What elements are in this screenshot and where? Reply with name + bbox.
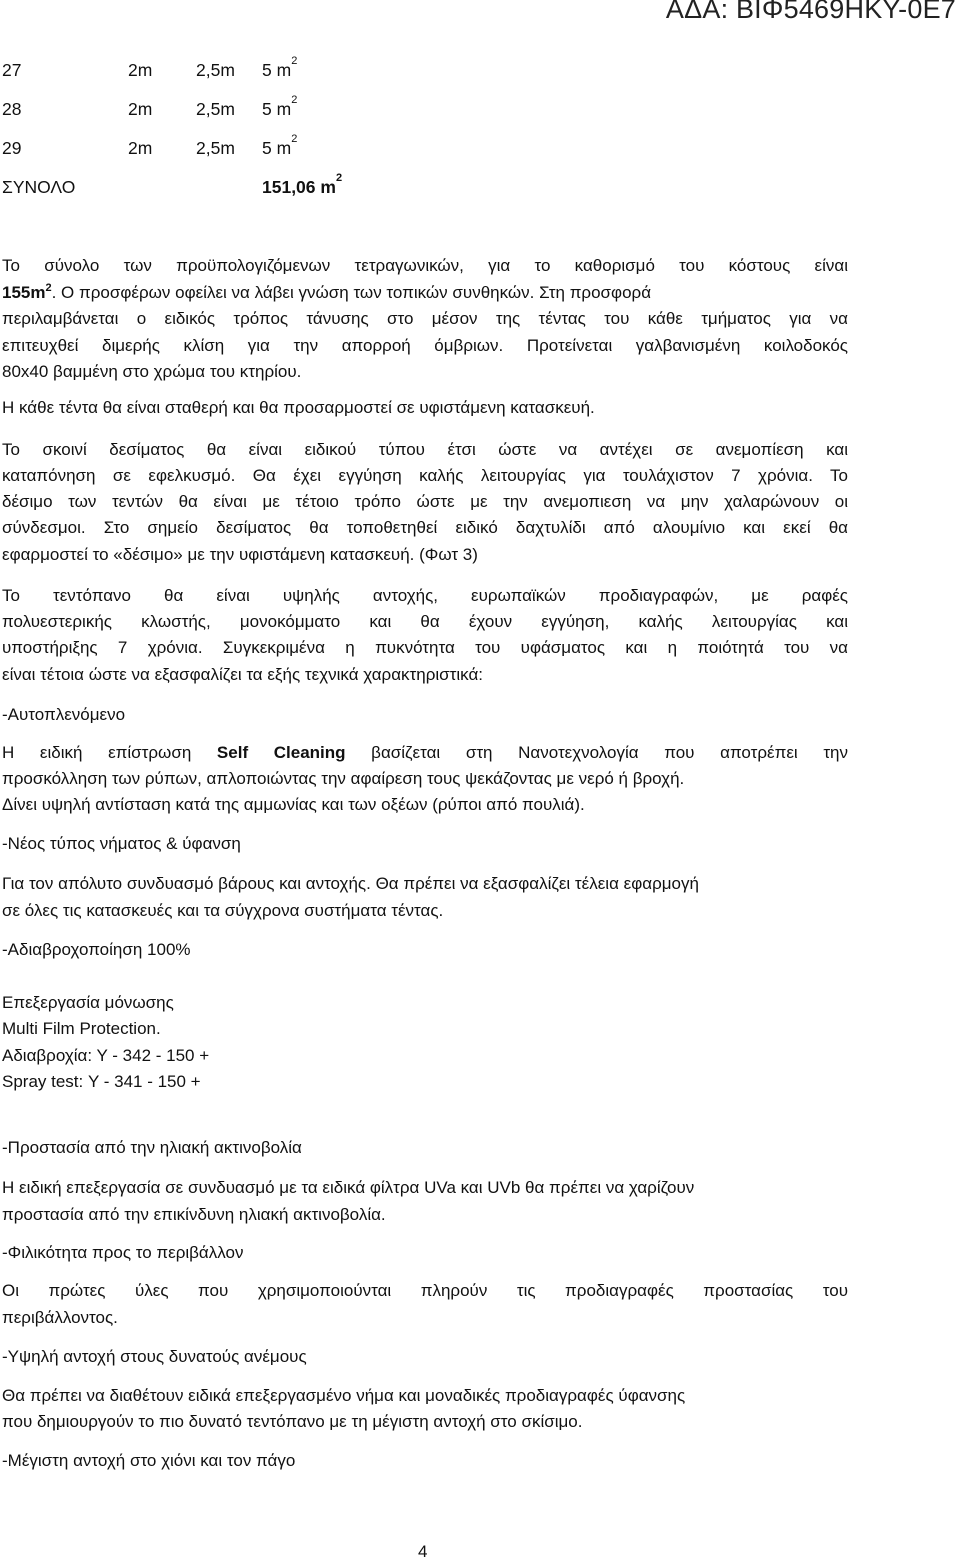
text-line: δέσιμο των τεντών θα είναι με τέτοιο τρόπο ώστε με την ανεμοπιεση να μην χαλαρώνουν οι	[2, 492, 848, 511]
text-line: προσκόλληση των ρύπων, απλοποιώντας την αφαίρεση τους ψεκάζοντας με νερό ή βροχή.	[2, 769, 685, 788]
section-heading: -Αδιαβροχοποίηση 100%	[2, 940, 191, 959]
text-line: Δίνει υψηλή αντίσταση κατά της αμμωνίας και των οξέων (ρύποι από πουλιά).	[2, 795, 585, 814]
section-heading: -Νέος τύπος νήματος & ύφανση	[2, 834, 241, 853]
row-area: 5 $m^2$	[262, 55, 298, 80]
section-heading: -Μέγιστη αντοχή στο χιόνι και τον πάγο	[2, 1451, 296, 1470]
text-line: Αδιαβροχία: Υ - 342 - 150 +	[2, 1046, 210, 1065]
text-line: Spray test: Υ - 341 - 150 +	[2, 1072, 201, 1091]
row-number: 27	[2, 60, 22, 80]
total-label: ΣΥΝΟΛΟ	[2, 177, 76, 197]
text-line: Η ειδική επίστρωση Self Cleaning βασίζεται στη Νανοτεχνολογία που αποτρέπει την	[2, 743, 848, 762]
text-line: περιβάλλοντος.	[2, 1308, 118, 1327]
section-heading: -Προστασία από την ηλιακή ακτινοβολία	[2, 1138, 302, 1157]
text-line: επιτευχθεί διμερής κλίση για την απορροή όμβριων. Προτείνεται γαλβανισμένη κοιλοδοκός	[2, 336, 848, 355]
row-width: 2m	[128, 138, 153, 158]
text-line: σε όλες τις κατασκευές και τα σύγχρονα συστήματα τέντας.	[2, 901, 444, 920]
text-line: Multi Film Protection.	[2, 1019, 161, 1038]
text-line: περιλαμβάνεται ο ειδικός τρόπος τάνυσης στο μέσον της τέντας του κάθε τμήματος για να	[2, 309, 848, 328]
section-heading: -Φιλικότητα προς το περιβάλλον	[2, 1243, 244, 1262]
text-line: καταπόνηση σε εφελκυσμό. Θα έχει εγγύηση καλής λειτουργίας για τουλάχιστον 7 χρόνια. Το	[2, 466, 848, 485]
text-line: Το σύνολο των προϋπολογιζόμενων τετραγωνικών, για το καθορισμό του κόστους είναι	[2, 256, 848, 275]
text-line: πολυεστερικής κλωστής, μονοκόμματο και θα έχουν εγγύηση, καλής λειτουργίας και	[2, 612, 848, 631]
section-heading: -Αυτοπλενόμενο	[2, 705, 126, 724]
row-area: 5 $m^2$	[262, 94, 298, 119]
row-number: 29	[2, 138, 22, 158]
text-line: προστασία από την επικίνδυνη ηλιακή ακτινοβολία.	[2, 1205, 386, 1224]
text-line: Το τεντόπανο θα είναι υψηλής αντοχής, ευρωπαϊκών προδιαγραφών, με ραφές	[2, 586, 848, 605]
row-area: 5 $m^2$	[262, 133, 298, 158]
text-line: 80x40 βαμμένη στο χρώμα του κτηρίου.	[2, 362, 302, 381]
text-line: Θα πρέπει να διαθέτουν ειδικά επεξεργασμένο νήμα και μοναδικές προδιαγραφές ύφανσης	[2, 1386, 686, 1405]
text-line: Το σκοινί δεσίματος θα είναι ειδικού τύπου έτσι ώστε να αντέχει σε ανεμοπίεση και	[2, 440, 848, 459]
text-line: σύνδεσμοι. Στο σημείο δεσίματος θα τοποθετηθεί ειδικό δαχτυλίδι από αλουμίνιο και εκεί θα	[2, 518, 848, 537]
total-value: 151,06 $m^2$	[262, 172, 343, 197]
text-line: Η ειδική επεξεργασία σε συνδυασμό με τα ειδικά φίλτρα UVa και UVb θα πρέπει να χαρίζουν	[2, 1178, 695, 1197]
row-number: 28	[2, 99, 22, 119]
text-line: που δημιουργούν το πιο δυνατό τεντόπανο με τη μέγιστη αντοχή στο σκίσιμο.	[2, 1412, 583, 1431]
section-heading: -Υψηλή αντοχή στους δυνατούς ανέμους	[2, 1347, 307, 1366]
text-line: είναι τέτοια ώστε να εξασφαλίζει τα εξής τεχνικά χαρακτηριστικά:	[2, 665, 483, 684]
text-line: Επεξεργασία μόνωσης	[2, 993, 174, 1012]
page-number: 4	[418, 1542, 428, 1561]
row-depth: 2,5m	[196, 99, 235, 119]
row-depth: 2,5m	[196, 60, 235, 80]
text-line: εφαρμοστεί το «δέσιμο» με την υφιστάμενη κατασκευή. (Φωτ 3)	[2, 545, 478, 564]
row-width: 2m	[128, 99, 153, 119]
text-line: Η κάθε τέντα θα είναι σταθερή και θα προσαρμοστεί σε υφιστάμενη κατασκευή.	[2, 398, 595, 417]
text-line: Για τον απόλυτο συνδυασμό βάρους και αντοχής. Θα πρέπει να εξασφαλίζει τέλεια εφαρμογή	[2, 874, 699, 893]
ada-header: ΑΔΑ: ΒΙΦ5469ΗΚΥ-0Ε7	[665, 0, 956, 24]
text-line: $155m^2$. Ο προσφέρων οφείλει να λάβει γνώση των τοπικών συνθηκών. Στη προσφορά	[2, 282, 652, 302]
row-width: 2m	[128, 60, 153, 80]
text-line: Οι πρώτες ύλες που χρησιμοποιούνται πληρούν τις προδιαγραφές προστασίας του	[2, 1281, 848, 1300]
row-depth: 2,5m	[196, 138, 235, 158]
text-line: υποστήριξης 7 χρόνια. Συγκεκριμένα η πυκνότητα του υφάσματος και η ποιότητά του να	[2, 638, 848, 657]
